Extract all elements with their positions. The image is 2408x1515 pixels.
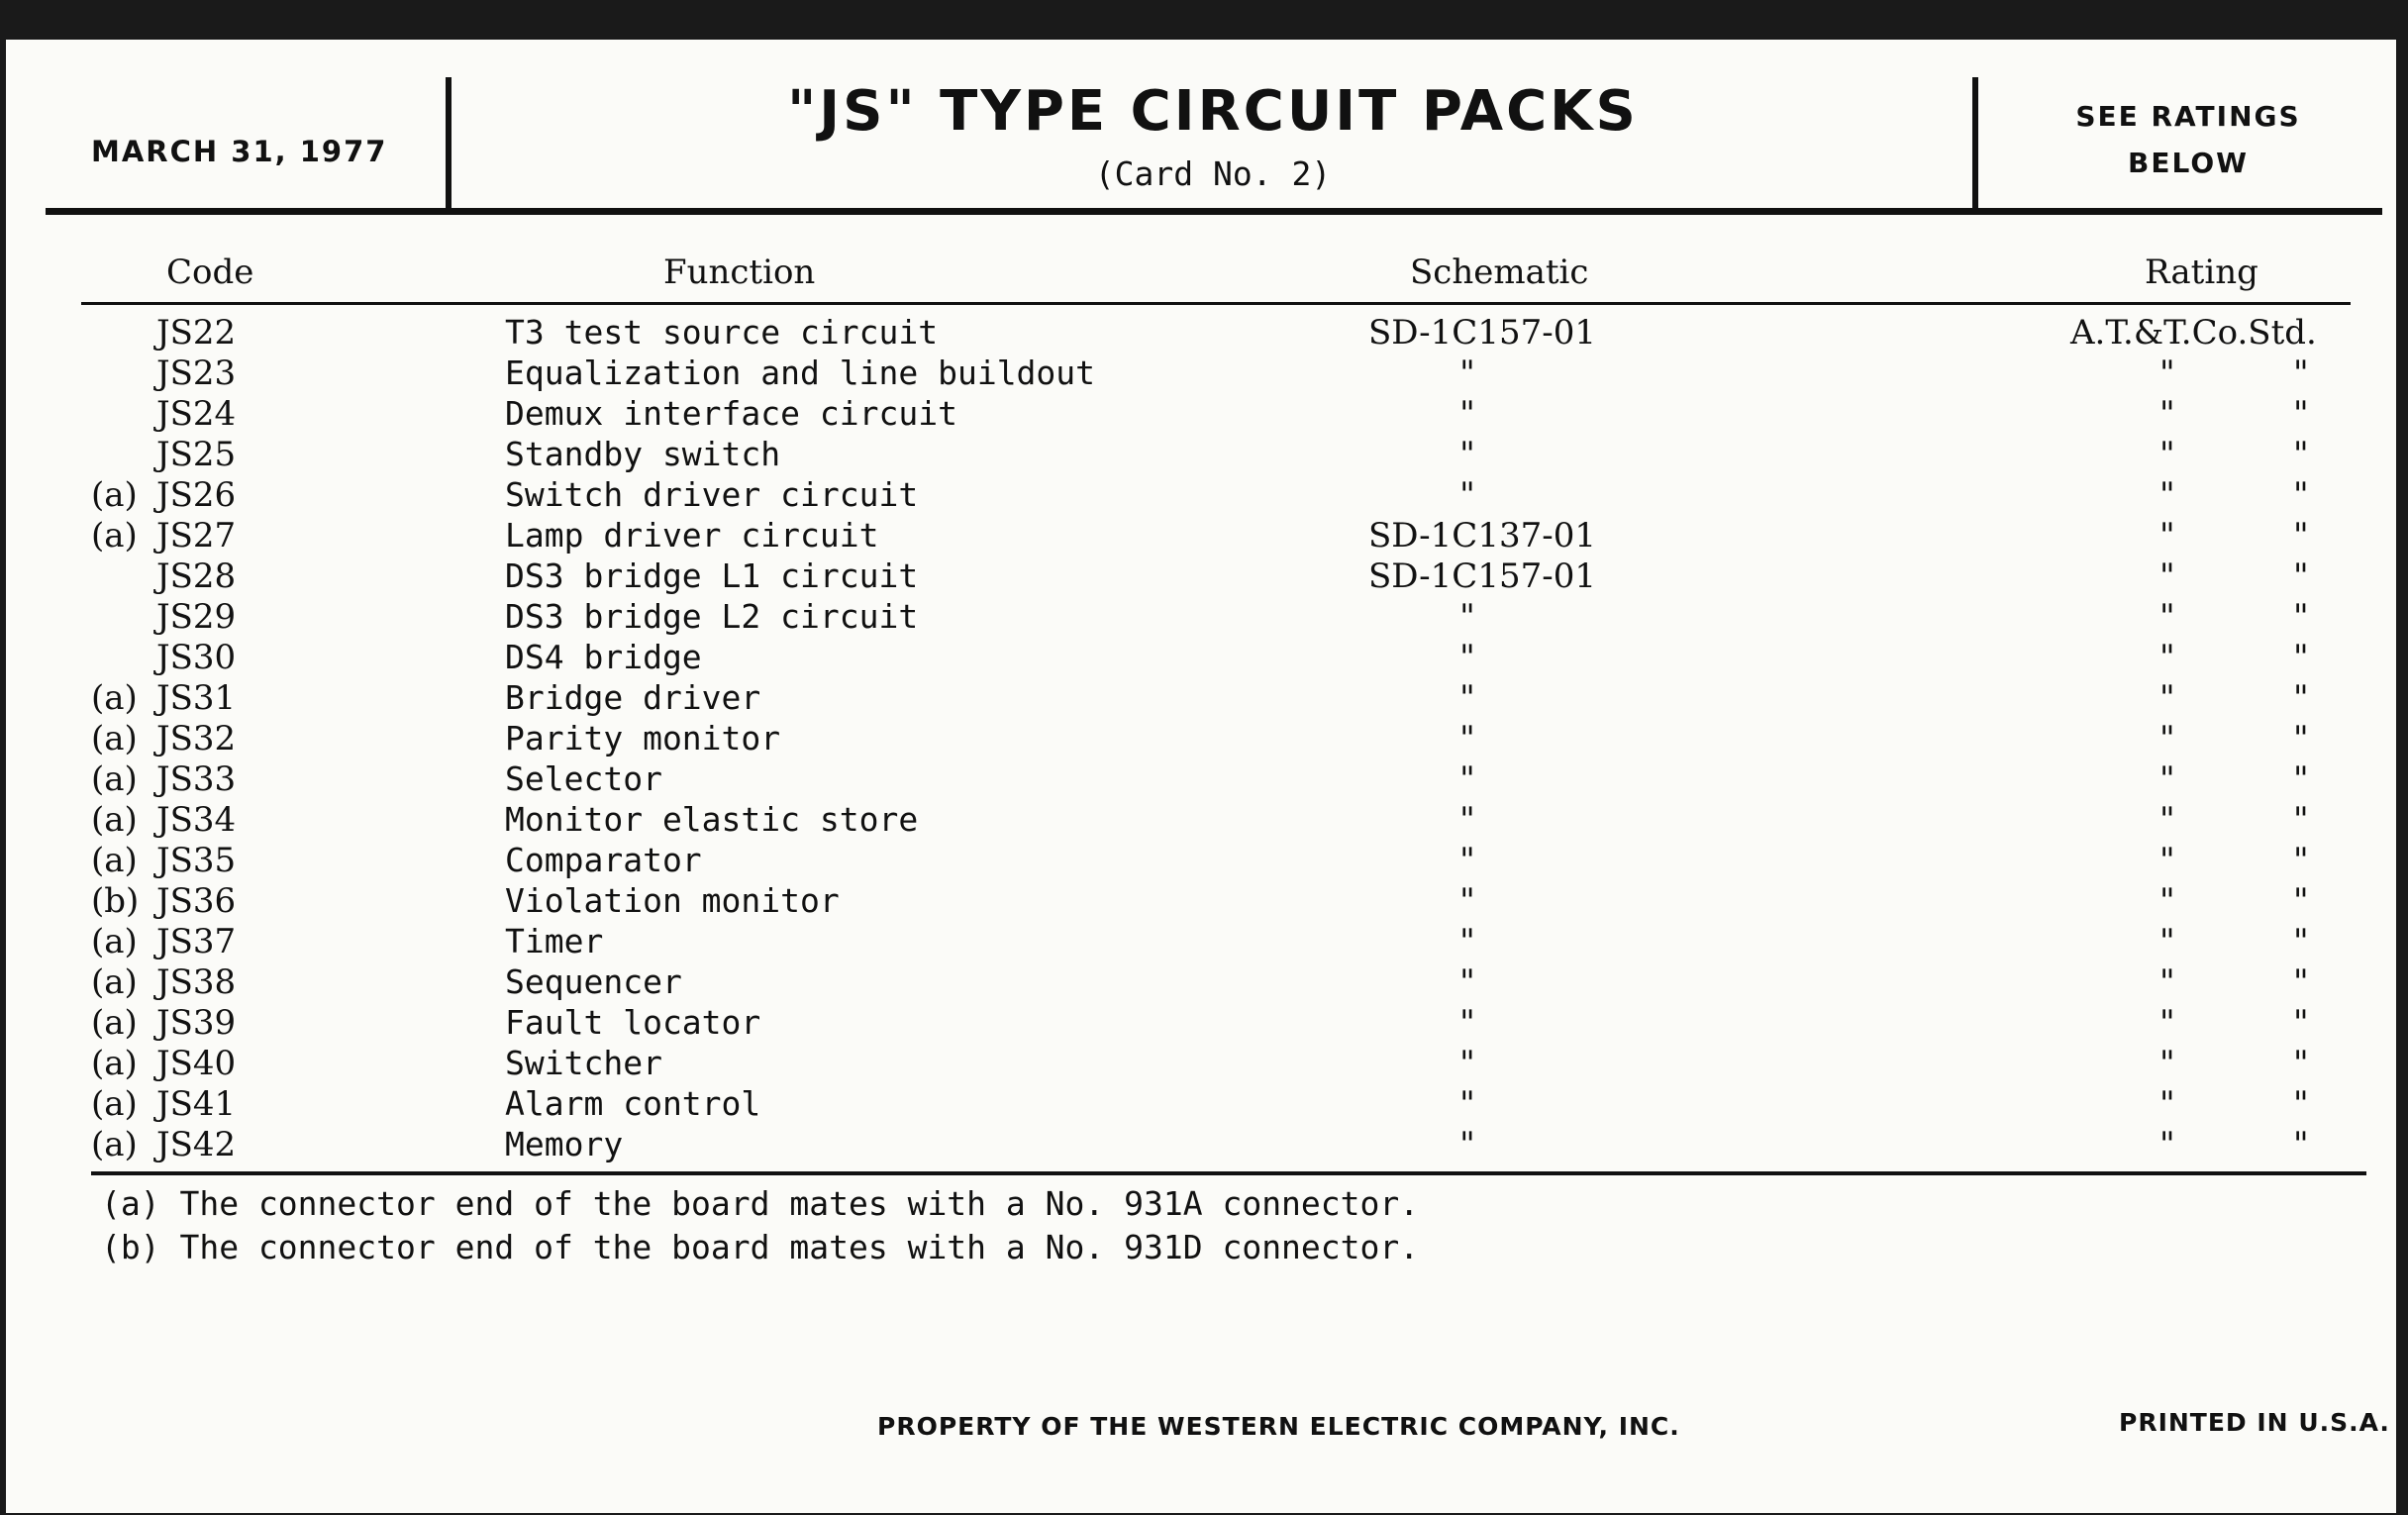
row-schematic: " [1459, 475, 1475, 515]
table-row [6, 313, 2396, 354]
row-schematic: " [1459, 881, 1475, 921]
row-code: JS25 [156, 435, 237, 474]
row-rating: " [2159, 1003, 2175, 1043]
row-schematic: " [1459, 759, 1475, 799]
row-schematic: " [1459, 638, 1475, 677]
row-rating: " [2159, 1044, 2175, 1083]
row-code: JS38 [156, 962, 237, 1002]
row-function: Memory [505, 1125, 624, 1163]
row-code: JS41 [156, 1084, 237, 1124]
page-title: "JS" TYPE CIRCUIT PACKS [787, 79, 1639, 144]
row-code: JS34 [156, 800, 237, 840]
row-rating: " [2159, 922, 2175, 961]
row-rating: " [2293, 638, 2309, 677]
row-code: JS40 [156, 1044, 237, 1083]
row-rating: " [2159, 1125, 2175, 1164]
card-header [6, 40, 2396, 213]
row-note: (a) [91, 678, 138, 718]
row-function: Selector [505, 759, 662, 798]
row-schematic: SD-1C157-01 [1368, 556, 1596, 596]
row-function: Monitor elastic store [505, 800, 919, 839]
row-schematic: " [1459, 841, 1475, 880]
row-note: (b) [91, 881, 140, 921]
row-schematic: " [1459, 1125, 1475, 1164]
row-code: JS30 [156, 638, 237, 677]
row-code: JS31 [156, 678, 237, 718]
row-function: Standby switch [505, 435, 781, 473]
row-schematic: " [1459, 597, 1475, 637]
row-schematic: " [1459, 962, 1475, 1002]
table-row [6, 759, 2396, 800]
property-notice: PROPERTY OF THE WESTERN ELECTRIC COMPANY, INC. [877, 1412, 1680, 1441]
row-note: (a) [91, 1125, 138, 1164]
table-row [6, 516, 2396, 556]
row-rating: " [2159, 475, 2175, 515]
row-function: Alarm control [505, 1084, 761, 1123]
row-function: DS3 bridge L1 circuit [505, 556, 919, 595]
row-rating: " [2293, 1125, 2309, 1164]
footnote-b: (b) The connector end of the board mates with a No. 931D connector. [101, 1228, 1420, 1266]
row-rating: " [2293, 394, 2309, 434]
catalog-card [6, 40, 2396, 1513]
row-rating: " [2159, 678, 2175, 718]
row-note: (a) [91, 800, 138, 840]
row-rating: " [2293, 475, 2309, 515]
row-code: JS36 [156, 881, 237, 921]
row-rating: " [2159, 1084, 2175, 1124]
row-rating: " [2159, 719, 2175, 758]
table-row [6, 719, 2396, 759]
row-code: JS27 [156, 516, 237, 556]
row-rating: " [2293, 678, 2309, 718]
row-function: Comparator [505, 841, 702, 879]
row-rating: " [2293, 759, 2309, 799]
row-rating: " [2159, 759, 2175, 799]
row-note: (a) [91, 475, 138, 515]
table-row [6, 354, 2396, 394]
row-function: T3 test source circuit [505, 313, 939, 352]
row-function: Bridge driver [505, 678, 761, 717]
row-note: (a) [91, 1084, 138, 1124]
row-note: (a) [91, 962, 138, 1002]
row-code: JS28 [156, 556, 237, 596]
row-rating: " [2293, 354, 2309, 393]
row-rating: " [2293, 1044, 2309, 1083]
row-rating: " [2293, 922, 2309, 961]
table-row [6, 881, 2396, 922]
ratings-note-line: BELOW [2128, 147, 2249, 179]
row-note: (a) [91, 922, 138, 961]
row-rating: " [2293, 435, 2309, 474]
row-schematic: " [1459, 354, 1475, 393]
row-schematic: " [1459, 922, 1475, 961]
row-note: (a) [91, 1003, 138, 1043]
row-rating: " [2293, 1084, 2309, 1124]
row-function: Switch driver circuit [505, 475, 919, 514]
row-rating: A.T.&T.Co.Std. [2070, 313, 2317, 353]
row-code: JS22 [156, 313, 237, 353]
card-date: MARCH 31, 1977 [91, 135, 388, 168]
row-function: Equalization and line buildout [505, 354, 1096, 392]
row-rating: " [2159, 354, 2175, 393]
row-note: (a) [91, 719, 138, 758]
row-rating: " [2159, 841, 2175, 880]
row-code: JS29 [156, 597, 237, 637]
row-rating: " [2293, 556, 2309, 596]
table-row [6, 638, 2396, 678]
row-function: Switcher [505, 1044, 662, 1082]
row-function: Fault locator [505, 1003, 761, 1042]
row-rating: " [2159, 962, 2175, 1002]
row-rating: " [2293, 962, 2309, 1002]
row-code: JS33 [156, 759, 237, 799]
table-bottom-rule [91, 1171, 2366, 1175]
row-function: DS4 bridge [505, 638, 702, 676]
header-divider [1972, 77, 1978, 210]
row-code: JS35 [156, 841, 237, 880]
row-schematic: " [1459, 1084, 1475, 1124]
row-rating: " [2293, 516, 2309, 556]
header-rule [46, 208, 2382, 215]
row-rating: " [2293, 719, 2309, 758]
row-rating: " [2293, 597, 2309, 637]
table-row [6, 394, 2396, 435]
row-rating: " [2293, 1003, 2309, 1043]
row-rating: " [2293, 800, 2309, 840]
row-code: JS26 [156, 475, 237, 515]
row-function: Lamp driver circuit [505, 516, 879, 555]
page-subtitle: (Card No. 2) [1094, 154, 1332, 193]
row-rating: " [2159, 800, 2175, 840]
row-schematic: " [1459, 719, 1475, 758]
row-schematic: " [1459, 1044, 1475, 1083]
row-rating: " [2159, 556, 2175, 596]
row-rating: " [2293, 881, 2309, 921]
table-row [6, 1003, 2396, 1044]
row-note: (a) [91, 841, 138, 880]
table-row [6, 1125, 2396, 1165]
row-rating: " [2159, 394, 2175, 434]
row-schematic: " [1459, 800, 1475, 840]
row-note: (a) [91, 759, 138, 799]
column-header-function: Function [663, 252, 816, 292]
row-function: Parity monitor [505, 719, 781, 758]
row-function: Timer [505, 922, 604, 960]
row-code: JS23 [156, 354, 237, 393]
row-note: (a) [91, 1044, 138, 1083]
row-schematic: SD-1C157-01 [1368, 313, 1596, 353]
row-note: (a) [91, 516, 138, 556]
row-rating: " [2159, 881, 2175, 921]
table-row [6, 678, 2396, 719]
ratings-note-line: SEE RATINGS [2075, 100, 2301, 133]
row-schematic: " [1459, 394, 1475, 434]
column-header-rating: Rating [2145, 252, 2258, 292]
row-code: JS39 [156, 1003, 237, 1043]
row-rating: " [2293, 841, 2309, 880]
row-code: JS37 [156, 922, 237, 961]
printed-notice: PRINTED IN U.S.A. [2119, 1408, 2390, 1437]
row-function: Sequencer [505, 962, 682, 1001]
row-schematic: " [1459, 678, 1475, 718]
row-function: Violation monitor [505, 881, 840, 920]
row-schematic: SD-1C137-01 [1368, 516, 1596, 556]
table-row [6, 597, 2396, 638]
table-header-rule [81, 302, 2351, 305]
column-header-schematic: Schematic [1410, 252, 1589, 292]
row-rating: " [2159, 516, 2175, 556]
row-schematic: " [1459, 435, 1475, 474]
table-row [6, 841, 2396, 881]
row-code: JS42 [156, 1125, 237, 1164]
table-row [6, 435, 2396, 475]
table-row [6, 1084, 2396, 1125]
row-code: JS32 [156, 719, 237, 758]
table-row [6, 962, 2396, 1003]
table-row [6, 556, 2396, 597]
row-rating: " [2159, 435, 2175, 474]
ratings-note [1984, 93, 2392, 186]
footnote-a: (a) The connector end of the board mates with a No. 931A connector. [101, 1184, 1420, 1223]
table-row [6, 922, 2396, 962]
row-function: DS3 bridge L2 circuit [505, 597, 919, 636]
circuit-pack-table [6, 313, 2396, 1165]
table-row [6, 475, 2396, 516]
row-rating: " [2159, 597, 2175, 637]
row-rating: " [2159, 638, 2175, 677]
row-schematic: " [1459, 1003, 1475, 1043]
column-header-code: Code [166, 252, 254, 292]
table-row [6, 800, 2396, 841]
row-code: JS24 [156, 394, 237, 434]
table-row [6, 1044, 2396, 1084]
row-function: Demux interface circuit [505, 394, 957, 433]
